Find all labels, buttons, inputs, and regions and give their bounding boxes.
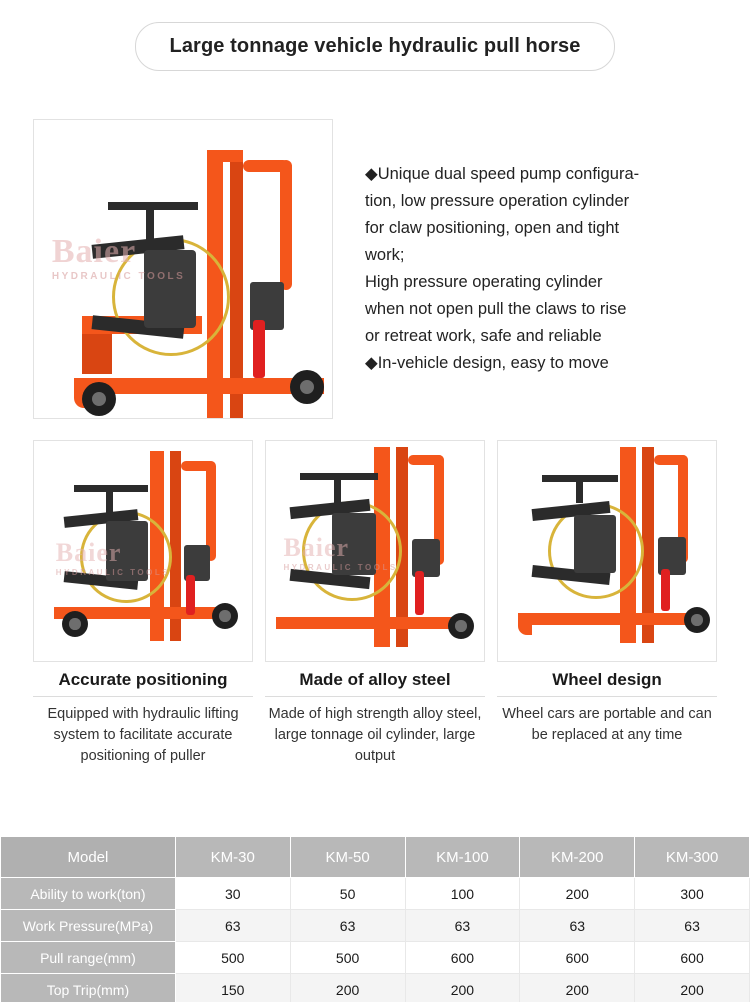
table-header-cell: KM-300 bbox=[635, 837, 750, 878]
spec-table bbox=[0, 836, 750, 1002]
table-cell: 500 bbox=[175, 942, 290, 974]
watermark-brand: Baier bbox=[51, 233, 137, 271]
feature-title-3: Wheel design bbox=[497, 670, 717, 697]
hero-product-image bbox=[33, 119, 333, 419]
table-cell: 63 bbox=[635, 910, 750, 942]
watermark: Baier HYDRAULIC TOOLS bbox=[283, 533, 398, 573]
table-row bbox=[1, 878, 750, 910]
feature-desc-2: Made of high strength alloy steel, large tonnage oil cylinder, large output bbox=[268, 706, 482, 764]
row-label: Work Pressure(MPa) bbox=[1, 910, 176, 942]
hero-bullet-line-1: tion, low pressure operation cylinder bbox=[365, 192, 630, 210]
machine-illustration bbox=[34, 120, 332, 418]
table-cell: 600 bbox=[635, 942, 750, 974]
table-cell: 300 bbox=[635, 878, 750, 910]
feature-card bbox=[33, 440, 253, 767]
feature-title-1: Accurate positioning bbox=[33, 670, 253, 697]
table-cell: 63 bbox=[175, 910, 290, 942]
table-cell: 200 bbox=[520, 878, 635, 910]
row-label: Pull range(mm) bbox=[1, 942, 176, 974]
table-cell: 200 bbox=[290, 974, 405, 1002]
table-cell: 63 bbox=[520, 910, 635, 942]
feature-cards bbox=[33, 440, 717, 767]
table-header-cell: Model bbox=[1, 837, 176, 878]
table-cell: 50 bbox=[290, 878, 405, 910]
hero-bullet-line-7: ◆In-vehicle design, easy to move bbox=[365, 354, 609, 372]
watermark-subtitle: HYDRAULIC TOOLS bbox=[51, 271, 186, 283]
table-cell: 500 bbox=[290, 942, 405, 974]
table-header-cell: KM-100 bbox=[405, 837, 520, 878]
table-cell: 200 bbox=[405, 974, 520, 1002]
feature-card bbox=[497, 440, 717, 767]
hero-description bbox=[333, 119, 717, 419]
table-header-row bbox=[1, 837, 750, 878]
hero-bullet-line-3: work; bbox=[365, 246, 405, 264]
row-label: Ability to work(ton) bbox=[1, 878, 176, 910]
table-header-cell: KM-50 bbox=[290, 837, 405, 878]
hero-bullet-line-2: for claw positioning, open and tight bbox=[365, 219, 620, 237]
feature-title-2: Made of alloy steel bbox=[265, 670, 485, 697]
page-title-container bbox=[0, 22, 750, 71]
hero-section bbox=[33, 119, 717, 419]
table-cell: 600 bbox=[405, 942, 520, 974]
table-row bbox=[1, 910, 750, 942]
hero-bullet-line-5: when not open pull the claws to rise bbox=[365, 300, 627, 318]
hero-bullet-line-0: ◆Unique dual speed pump configura- bbox=[365, 165, 640, 183]
feature-desc-1: Equipped with hydraulic lifting system to facilitate accurate positioning of puller bbox=[47, 706, 239, 764]
hero-bullet-line-4: High pressure operating cylinder bbox=[365, 273, 603, 291]
table-cell: 200 bbox=[520, 974, 635, 1002]
watermark: Baier HYDRAULIC TOOLS bbox=[55, 537, 171, 577]
page-title: Large tonnage vehicle hydraulic pull horse bbox=[135, 22, 616, 71]
feature-card bbox=[265, 440, 485, 767]
feature-image-2 bbox=[265, 440, 485, 662]
table-cell: 100 bbox=[405, 878, 520, 910]
table-header-cell: KM-30 bbox=[175, 837, 290, 878]
table-cell: 600 bbox=[520, 942, 635, 974]
table-cell: 63 bbox=[290, 910, 405, 942]
table-cell: 150 bbox=[175, 974, 290, 1002]
feature-image-3 bbox=[497, 440, 717, 662]
table-cell: 63 bbox=[405, 910, 520, 942]
table-cell: 30 bbox=[175, 878, 290, 910]
row-label: Top Trip(mm) bbox=[1, 974, 176, 1002]
hero-bullet-line-6: or retreat work, safe and reliable bbox=[365, 327, 602, 345]
feature-desc-3: Wheel cars are portable and can be replaced at any time bbox=[502, 706, 712, 743]
table-row bbox=[1, 974, 750, 1002]
table-row bbox=[1, 942, 750, 974]
table-cell: 200 bbox=[635, 974, 750, 1002]
feature-image-1 bbox=[33, 440, 253, 662]
table-header-cell: KM-200 bbox=[520, 837, 635, 878]
